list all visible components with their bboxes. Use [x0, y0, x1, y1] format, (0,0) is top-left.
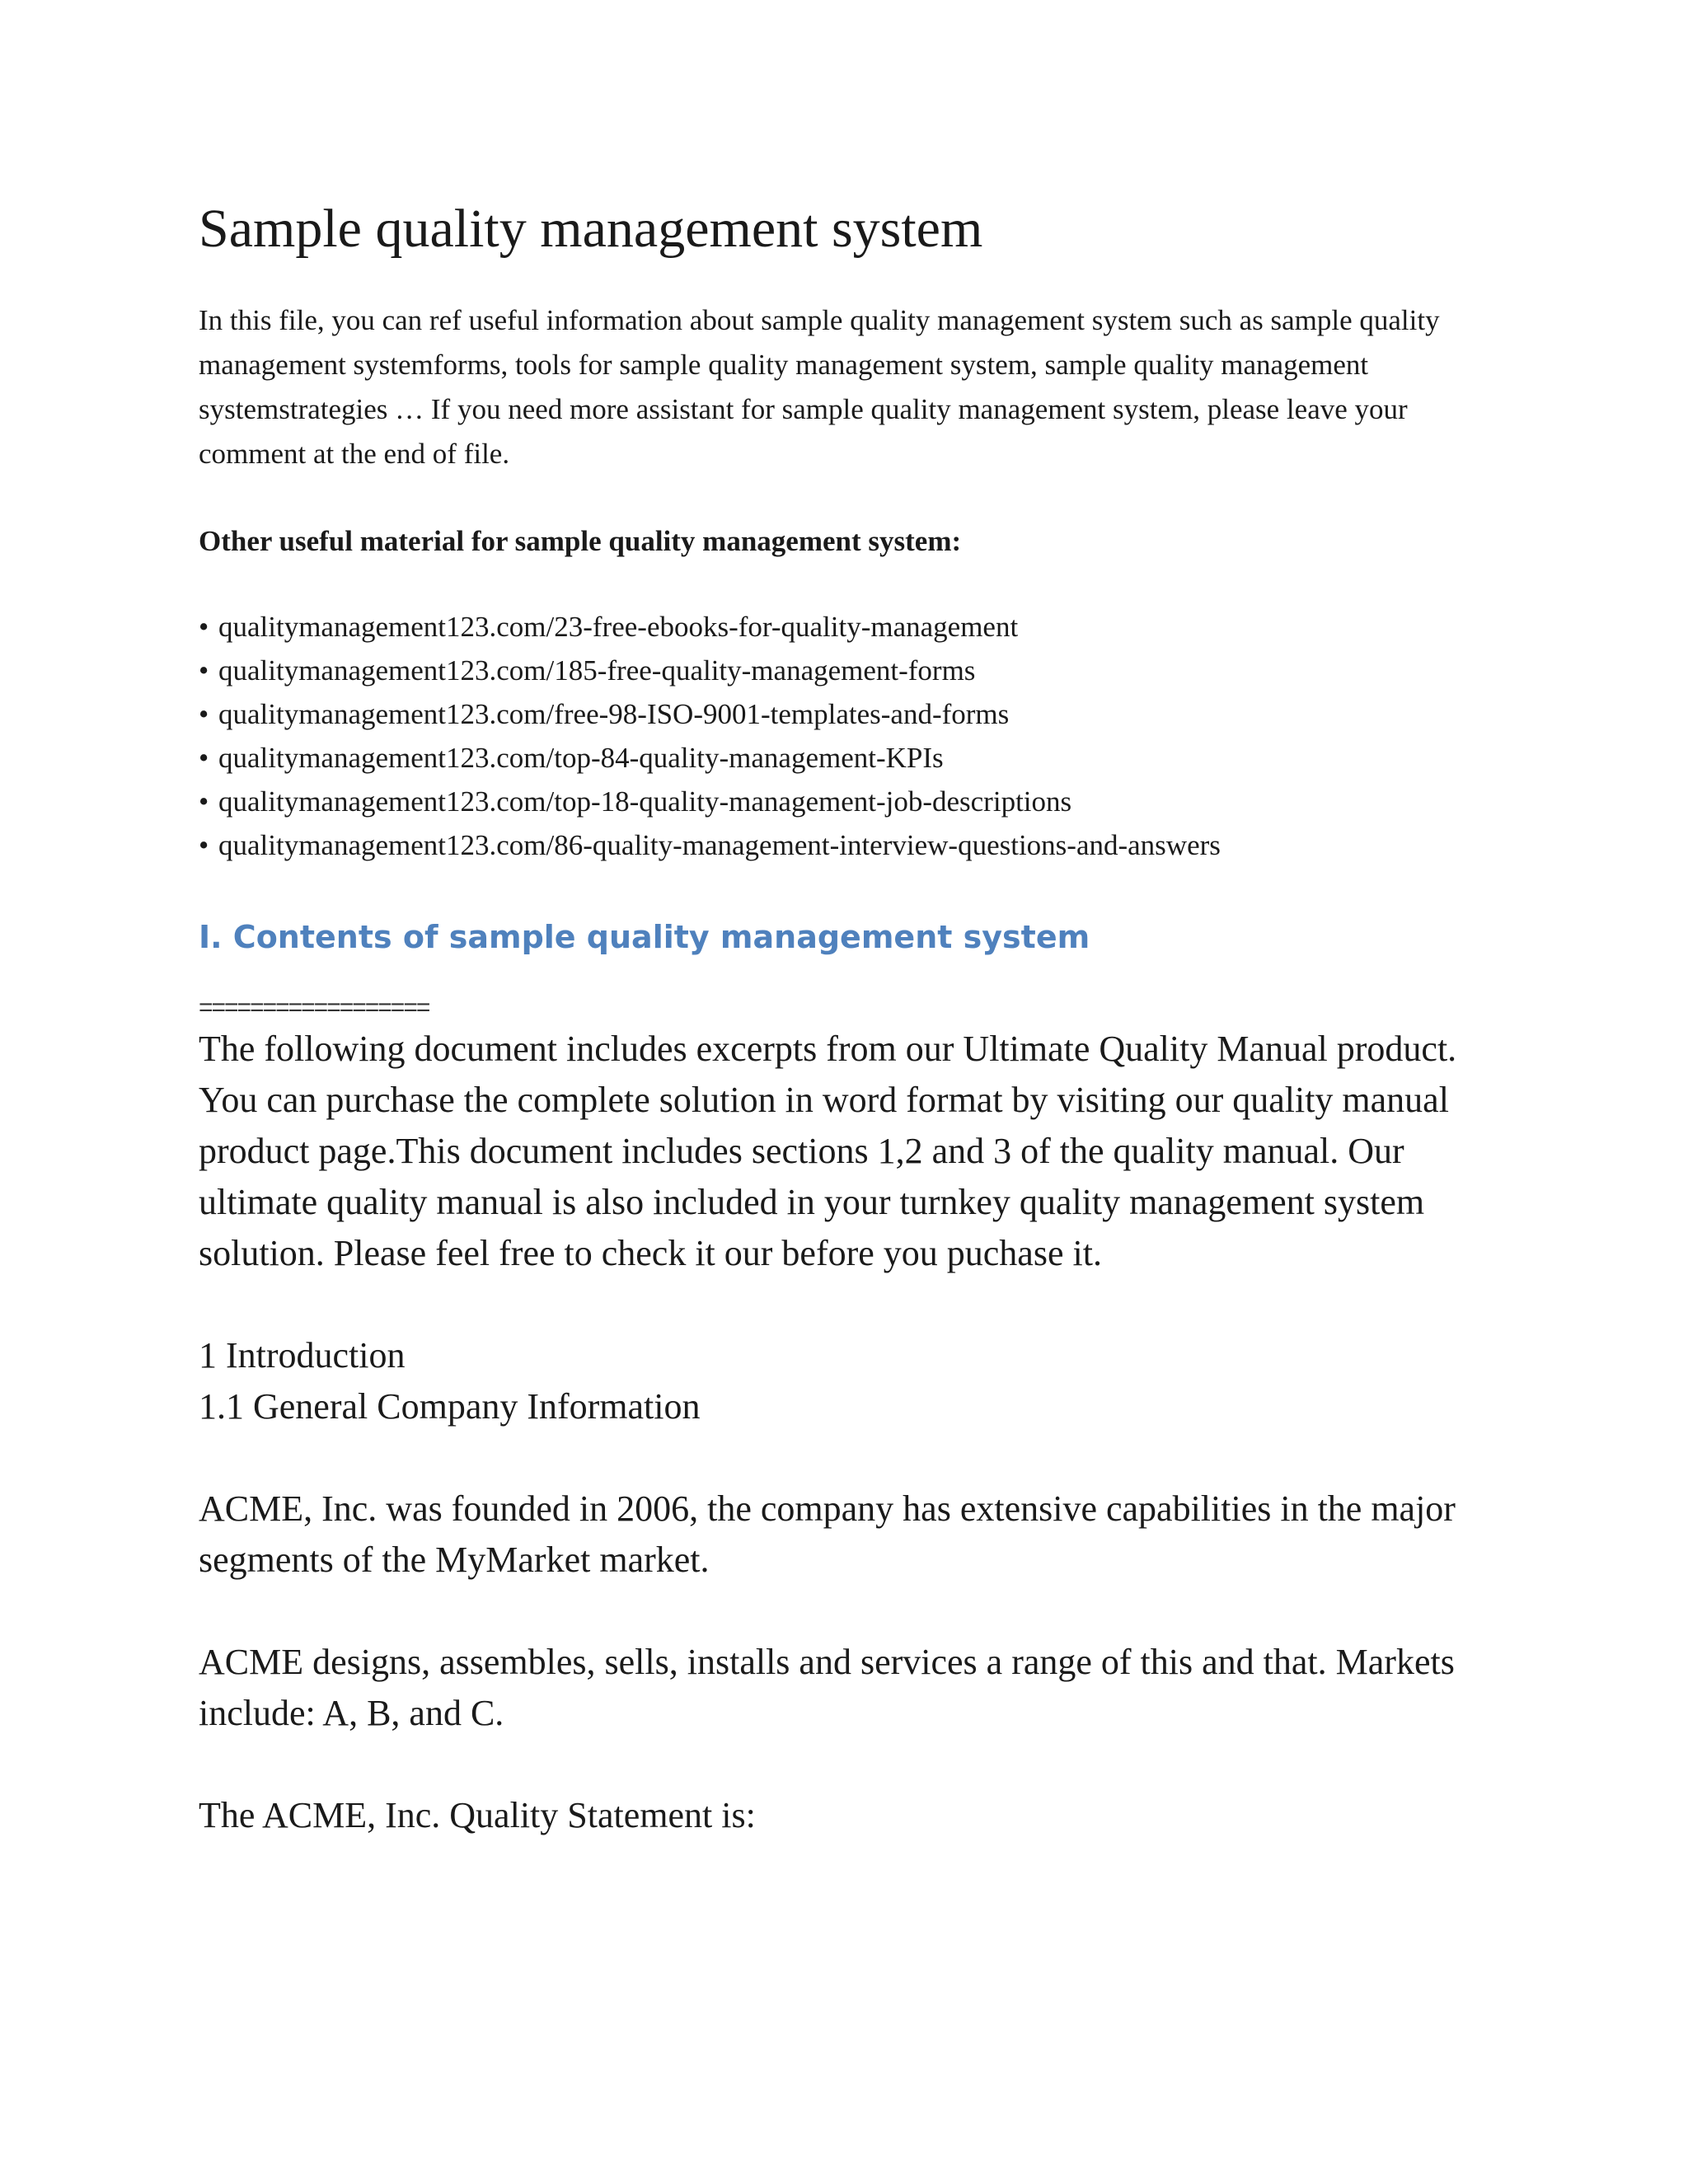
bullet-icon: • — [199, 698, 209, 730]
list-item[interactable] — [199, 736, 1517, 780]
link-text: qualitymanagement123.com/185-free-quality-management-forms — [218, 654, 976, 687]
list-item[interactable] — [199, 605, 1517, 649]
material-link-list — [199, 605, 1517, 867]
list-item[interactable] — [199, 692, 1517, 736]
list-item[interactable] — [199, 649, 1517, 692]
document-title: Sample quality management system — [199, 199, 983, 259]
bullet-icon: • — [199, 785, 209, 818]
bullet-icon: • — [199, 829, 209, 861]
bullet-icon: • — [199, 654, 209, 687]
heading-general-company-information: 1.1 General Company Information — [199, 1386, 701, 1427]
bullet-icon: • — [199, 611, 209, 643]
list-item[interactable] — [199, 823, 1517, 867]
link-text: qualitymanagement123.com/23-free-ebooks-for-quality-management — [218, 611, 1019, 643]
other-material-heading: Other useful material for sample quality management system: — [199, 525, 962, 557]
link-text: qualitymanagement123.com/top-18-quality-management-job-descriptions — [218, 785, 1072, 818]
document-body — [199, 196, 1517, 1841]
link-text: qualitymanagement123.com/free-98-ISO-9001-templates-and-forms — [218, 698, 1010, 730]
paragraph-founded: ACME, Inc. was founded in 2006, the company has extensive capabilities in the major segments of the MyMarket market. — [199, 1488, 1456, 1580]
excerpt-paragraph: The following document includes excerpts from our Ultimate Quality Manual product. You can purchase the complete solution in word format by visiting our quality manual product page.This document includes sections 1,2 and 3 of the quality manual. Our ultimate quality manual is also included in your turnkey quality management system solution. Please feel free to check it our before you puchase it. — [199, 1029, 1457, 1273]
paragraph-designs: ACME designs, assembles, sells, installs and services a range of this and that. Markets include: A, B, and C. — [199, 1642, 1455, 1733]
heading-introduction: 1 Introduction — [199, 1335, 406, 1376]
section-heading-contents: I. Contents of sample quality management system — [199, 919, 1090, 955]
paragraph-quality-statement: The ACME, Inc. Quality Statement is: — [199, 1795, 756, 1835]
link-text: qualitymanagement123.com/86-quality-management-interview-questions-and-answers — [218, 829, 1221, 861]
list-item[interactable] — [199, 780, 1517, 823]
link-text: qualitymanagement123.com/top-84-quality-management-KPIs — [218, 742, 944, 774]
divider-line: ================== — [199, 997, 429, 1019]
intro-paragraph: In this file, you can ref useful information about sample quality management system such as sample quality management systemforms, tools for sample quality management system, sample quality management systemstrategies … If you need more assistant for sample quality management system, please leave your comment at the end of file. — [199, 304, 1440, 470]
bullet-icon: • — [199, 742, 209, 774]
